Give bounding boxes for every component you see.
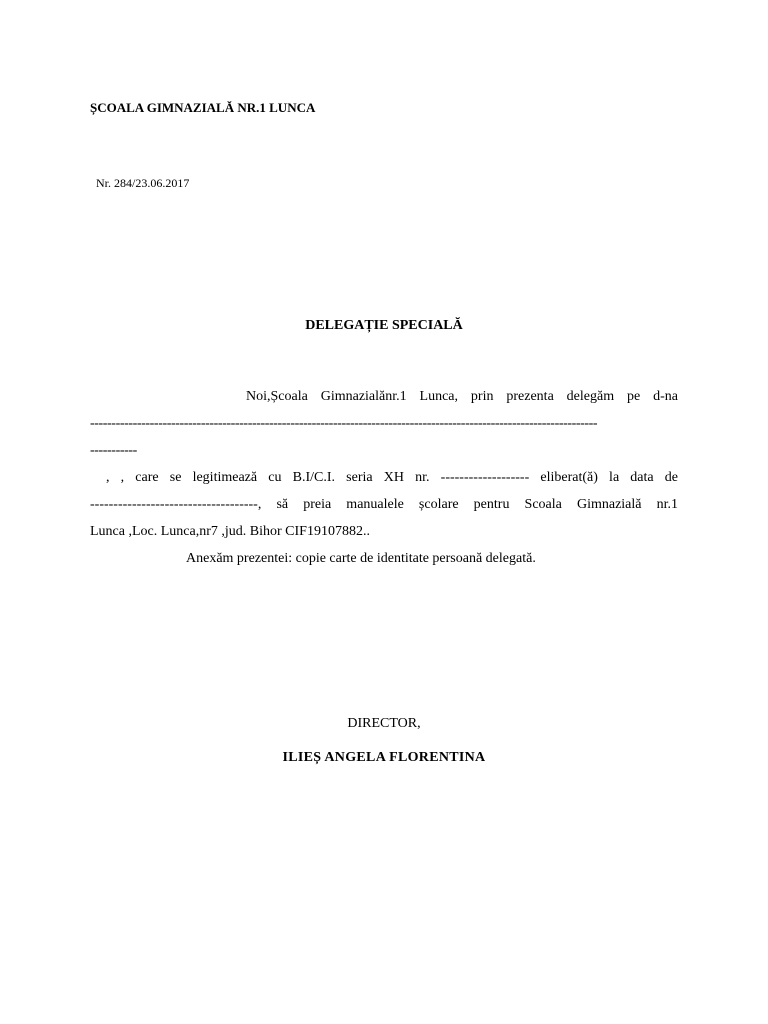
body-line-blank-name-continued: ----------- xyxy=(90,443,137,458)
school-name: ȘCOALA GIMNAZIALĂ NR.1 LUNCA xyxy=(90,100,316,115)
body-line-address: Lunca ,Loc. Lunca,nr7 ,jud. Bihor CIF19107882.. xyxy=(90,524,370,539)
signature-role: DIRECTOR, xyxy=(347,716,421,731)
body-line-annex: Anexăm prezentei: copie carte de identitate persoană delegată. xyxy=(186,551,536,566)
document-title: DELEGAȚIE SPECIALĂ xyxy=(305,318,463,333)
document-body xyxy=(90,383,678,572)
registration-number: Nr. 284/23.06.2017 xyxy=(96,176,190,190)
body-line-identity: , , care se legitimează cu B.I/C.I. seria XH nr. ------------------- eliberat(ă) la data de xyxy=(106,470,678,485)
signature-name: ILIEȘ ANGELA FLORENTINA xyxy=(282,750,486,765)
body-line-textbooks: ------------------------------------, să preia manualele școlare pentru Scoala Gimnazială nr.1 xyxy=(90,497,678,512)
body-line-blank-name: ----------------------------------------------------------------------------------------------------------------------- xyxy=(90,416,598,431)
body-line-delegation: Noi,Școala Gimnazialănr.1 Lunca, prin prezenta delegăm pe d-na xyxy=(246,389,678,404)
